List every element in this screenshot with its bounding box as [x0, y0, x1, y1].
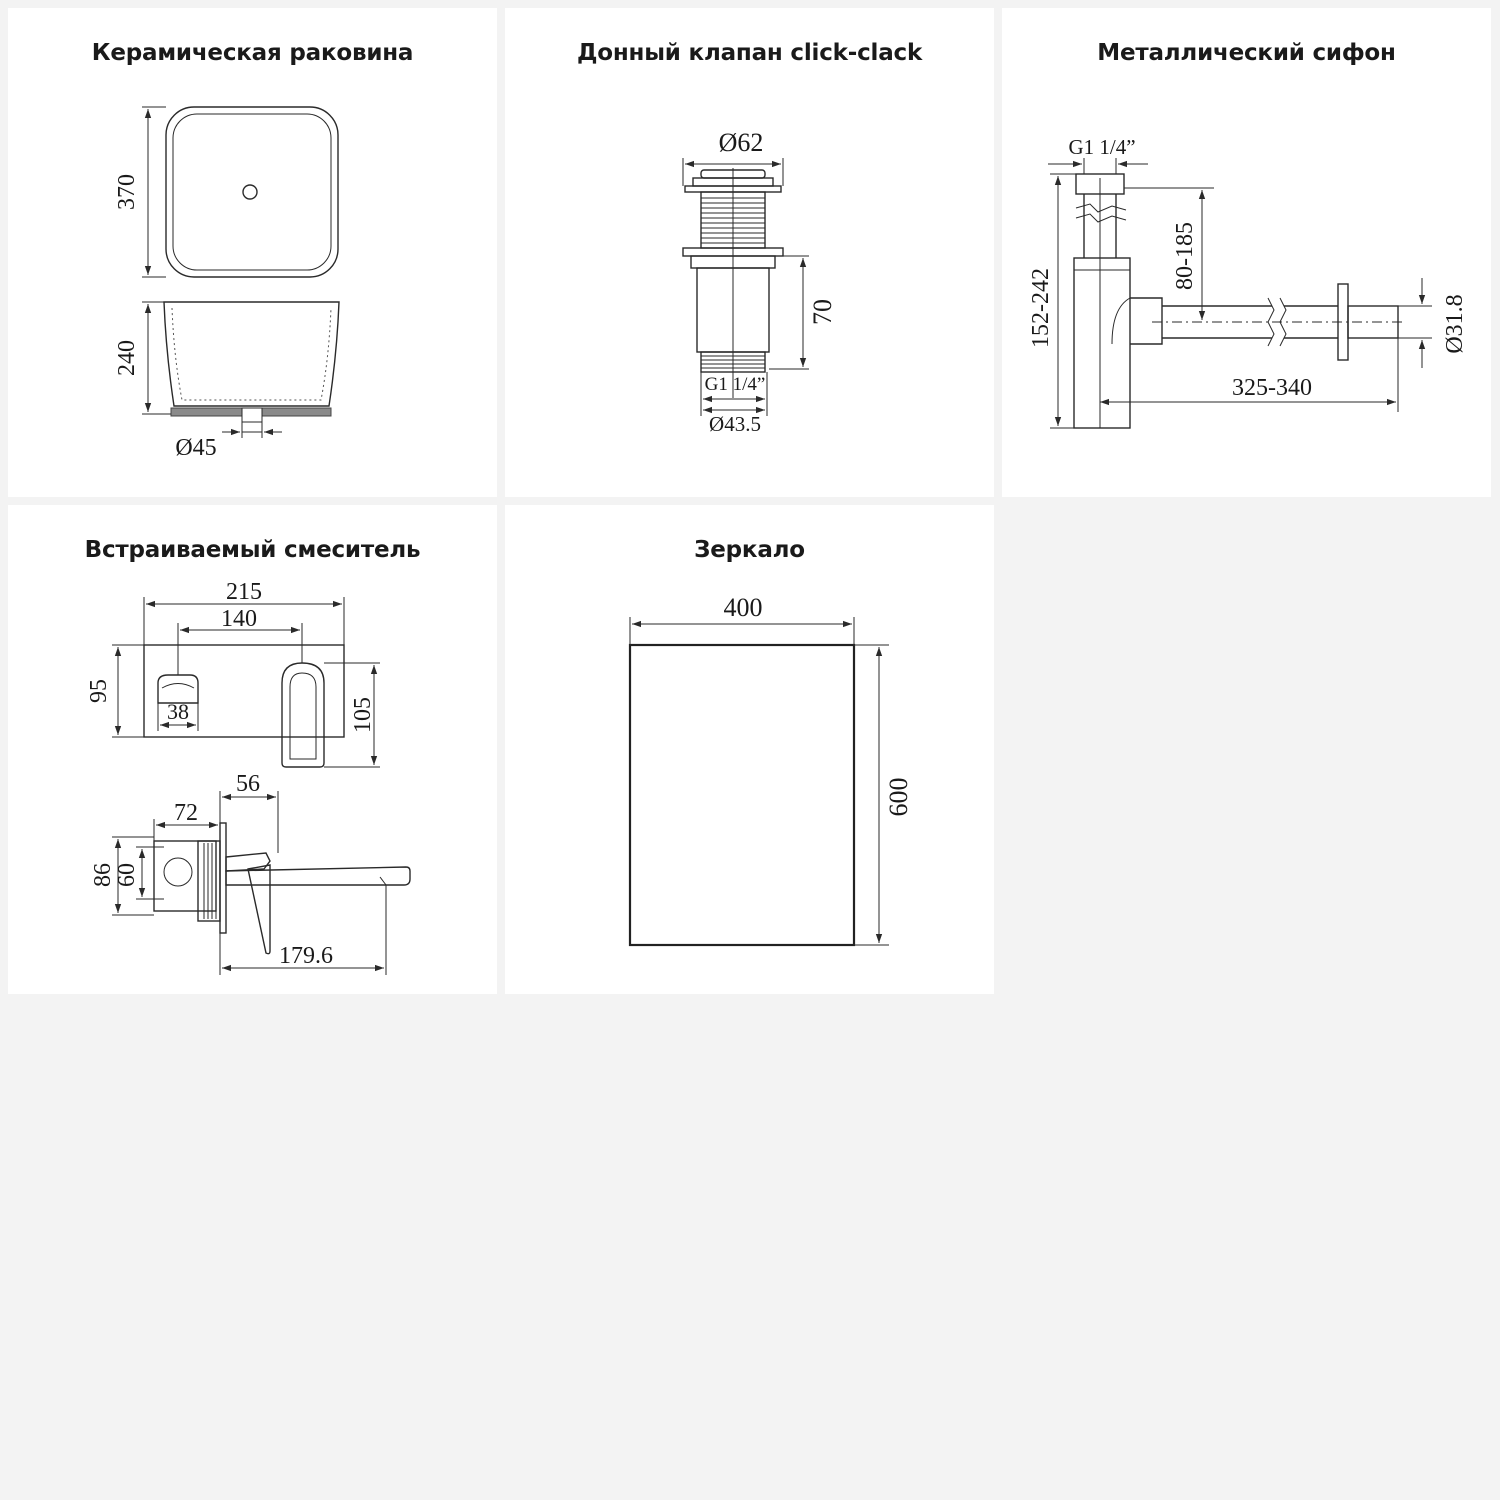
panel-siphon [1002, 8, 1491, 497]
drain-drawing [505, 8, 994, 497]
dim-38: 38 [167, 699, 189, 724]
dim-60: 60 [114, 863, 140, 887]
dim-o62: Ø62 [718, 128, 764, 157]
mixer-spout-side [226, 867, 410, 885]
dim-80-185: 80-185 [1172, 222, 1198, 290]
basin-side-view [164, 302, 339, 406]
dim-400: 400 [723, 593, 763, 622]
dim-siphon-thread: G1 1/4” [1068, 135, 1136, 159]
dim-105: 105 [350, 697, 376, 733]
mirror-drawing [505, 505, 994, 994]
siphon-drawing [1002, 8, 1491, 497]
dim-240: 240 [114, 340, 140, 376]
dim-thread: G1 1/4” [704, 374, 766, 395]
panel-ceramic-basin [8, 8, 497, 497]
dim-179-6: 179.6 [279, 943, 333, 969]
panel-title: Встраиваемый смеситель [84, 537, 421, 563]
panel-drain-valve [505, 8, 994, 497]
dim-152-242: 152-242 [1028, 268, 1054, 348]
dim-325-340: 325-340 [1232, 375, 1312, 401]
panel-mirror [505, 505, 994, 994]
dim-56: 56 [236, 771, 260, 797]
mixer-body-side [154, 841, 216, 911]
mirror-outline [630, 645, 854, 945]
dim-o43-5: Ø43.5 [709, 412, 761, 436]
dim-86: 86 [90, 863, 116, 887]
panel-title: Зеркало [694, 537, 805, 563]
mixer-drawing [8, 505, 497, 994]
dim-140: 140 [221, 606, 257, 632]
dim-70: 70 [808, 299, 837, 325]
panel-mixer [8, 505, 497, 994]
dim-600: 600 [884, 777, 913, 817]
basin-top-view [166, 107, 338, 277]
dim-95: 95 [86, 679, 112, 703]
mixer-spout-front [282, 663, 324, 767]
dim-o31-8: Ø31.8 [1442, 294, 1468, 354]
basin-drawing [8, 8, 497, 497]
panel-title: Металлический сифон [1097, 40, 1396, 66]
dim-72: 72 [174, 800, 198, 826]
dim-215: 215 [226, 579, 262, 605]
panel-title: Донный клапан click-clack [576, 40, 923, 66]
basin-drain-hole [243, 185, 257, 199]
panel-title: Керамическая раковина [91, 40, 414, 66]
dim-370: 370 [114, 174, 140, 210]
dim-o45: Ø45 [175, 435, 217, 461]
